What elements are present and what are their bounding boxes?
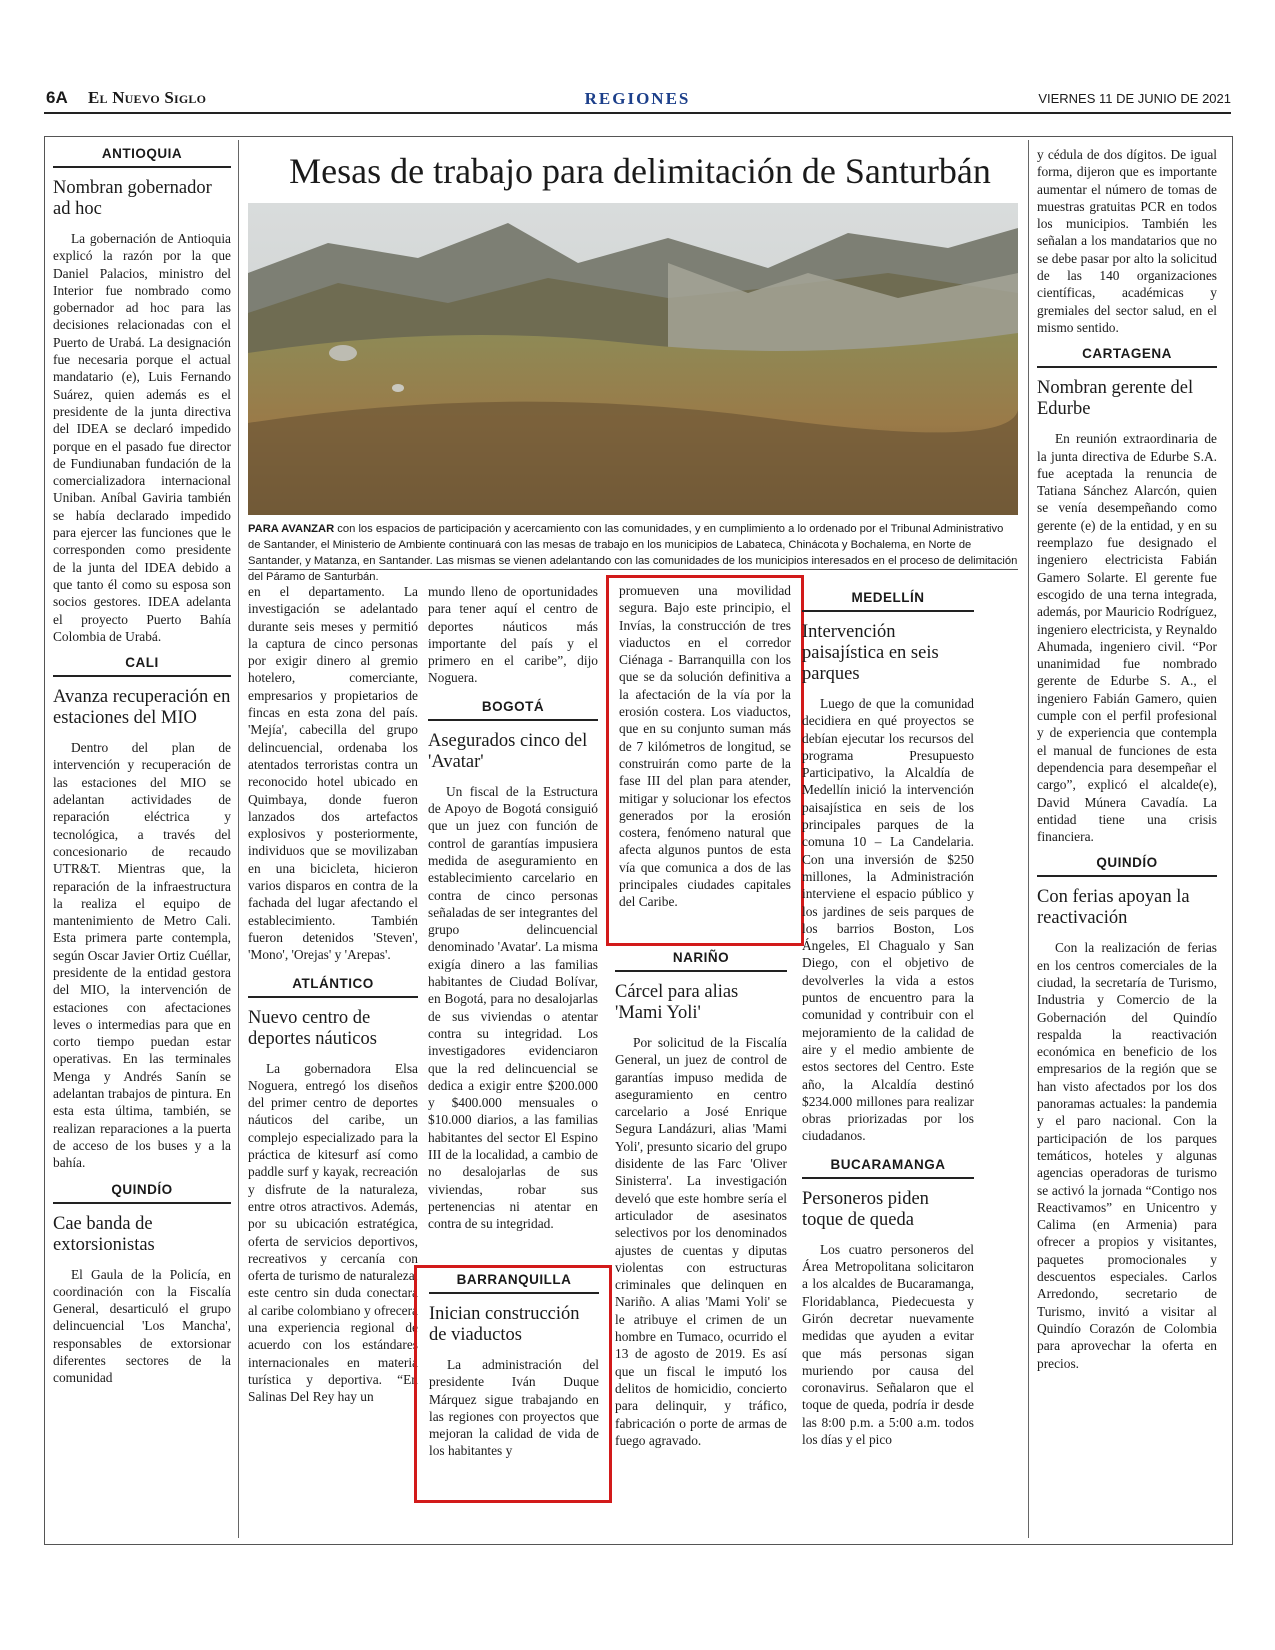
article-body: El Gaula de la Policía, en coordinación con la Fiscalía General, desarticuló el grupo delincuencial 'Los Mancha', responsables de extorsionar diferentes sectores de la comunidad [53,1266,231,1386]
article-continuation [1037,146,1217,336]
caption-lead: PARA AVANZAR [248,523,335,535]
headline-cali: Avanza recuperación en estaciones del MIO [53,687,231,729]
headline-narino: Cárcel para alias 'Mami Yoli' [615,982,739,1023]
section-label-cali: CALI [53,655,231,677]
column-4 [615,950,787,1449]
column-rule [1028,140,1029,1538]
article-body: La gobernación de Antioquia explicó la razón por la que Daniel Palacios, ministro del Interior fue nombrado como gobernador ad hoc para las decisiones relacionadas con el Puerto de Urabá. La designación fue necesaria porque el actual mandatario (e), Luis Fernando Suárez, quien además es el presidente de la junta directiva del IDEA se declaró impedido porque en el pasado fue director de Fundiunaban fundación de la comercializadora internacional Uniban. Aníbal Gaviria también se había declarado impedido para ejercer las funciones que le corresponden como presidente de la junta del IDEA debido a que tanto él como su esposa son socios gestores. IDEA adelanta el proyecto Puerto Bahía Colombia de Urabá. [53,231,231,644]
article-continuation [248,583,418,964]
article-body: Por solicitud de la Fiscalía General, un juez de control de garantías impuso medida de aseguramiento en centro carcelario a José Enrique Segura Landázuri, alias 'Mami Yoli', presunto sicario del grupo disidente de las Farc 'Oliver Sinisterra'. La investigación develó que este hombre sería el articulador de asesinatos selectivos por los denominados ajustes de cuentas y diputas violentas con estructuras criminales que delinquen en Nariño. A alias 'Mami Yoli' se le atribuye el crimen de un hombre en Tumaco, ocurrido el 13 de agosto de 2019. Es así que un fiscal le imputó los delitos de homicidio, concierto para delinquir, y tráfico, fabricación o porte de armas de fuego agravado. [615,1035,787,1448]
section-label-atlantico: ATLÁNTICO [248,976,418,998]
article-body: mundo lleno de oportunidades para tener aquí el centro de deportes náuticos más importante del país y el primero en el caribe”, dijo Noguera. [428,584,598,686]
article-antioquia [53,230,231,645]
section-label-medellin: MEDELLÍN [802,590,974,612]
article-narino [615,1034,787,1449]
highlight-box-continuation [606,575,804,946]
article-body: En reunión extraordinaria de la junta directiva de Edurbe S.A. fue aceptada la renuncia de Tatiana Sánchez Alarcón, quien se venía desempeñando como gerente (e) de la entidad, y en su reemplazo fue designado el ingeniero electricista Fabián Gamero Solarte. El gerente fue escogido de una terna integrada, además, por Mauricio Rodríguez, ingeniero electricista, y Reynaldo Ahumada, ingeniero civil. “Por unanimidad fue nombrado gerente de Edurbe S. A., el ingeniero Fabián Gamero, quien cumple con el perfil profesional y de experiencia que contempla el manual de funciones de esta dependencia para desempeñar el cargo”, explicó el alcalde(e), David Múnera Cavadía. La entidad tiene una crisis financiera. [1037,431,1217,845]
newspaper-name: El Nuevo Siglo [88,88,207,107]
column-3 [428,583,598,1233]
article-cali [53,739,231,1171]
article-body: promueven una movilidad segura. Bajo este principio, el Invías, la construcción de tres viaductos en el corredor Ciénaga - Barranquilla con los que se da solución definitiva a la afectación de la vía por la erosión costera. Los viaductos, que en su conjunto suman más de 7 kilómetros de longitud, se construirán como parte de la fase III del plan para atender, mitigar y solucionar los efectos generados por la erosión costera, fenómeno natural que afecta algunos puntos de esta vía que comunica a dos de las principales ciudades capitales del Caribe. [619,583,791,910]
article-bucaramanga [802,1241,974,1449]
barranquilla-article [429,1272,599,1460]
headline-bucaramanga: Personeros piden toque de queda [802,1188,929,1230]
article-quindio-2 [1037,939,1217,1371]
article-body: Un fiscal de la Estructura de Apoyo de Bogotá consiguió que un juez con función de control de garantías impusiera medida de aseguramiento en establecimiento carcelario en contra de cinco personas señaladas de ser integrantes del grupo delincuencial denominado 'Avatar'. La misma exigía dinero a las familias habitantes de Ciudad Bolívar, en Bogotá, para no desalojarlas de sus viviendas o atentar contra su integridad. Los investigadores evidenciaron que la red delincuencial se dedica a exigir entre $200.000 y $400.000 mensuales o $10.000 diarios, a las familias habitantes del sector El Espino III de la localidad, a cambio de no desalojarlas de sus viviendas, robar sus pertenencias ni atentar en contra de su integridad. [428,783,598,1232]
article-medellin [802,695,974,1145]
article-bogota [428,783,598,1233]
highlight-box-barranquilla [414,1265,612,1503]
column-2 [248,583,418,1405]
section-label-cartagena: CARTAGENA [1037,346,1217,368]
headline-atlantico: Nuevo centro de deportes náuticos [248,1007,377,1049]
section-label-antioquia: ANTIOQUIA [53,146,231,168]
issue-date: VIERNES 11 DE JUNIO DE 2021 [1038,91,1231,106]
article-atlantico [248,1060,418,1406]
article-body: Luego de que la comunidad decidiera en qué proyectos se debían ejecutar los recursos del programa Presupuesto Participativo, la Alcaldía de Medellín inició la intervención paisajística en seis de los principales parques de la comuna 10 – La Candelaria. Con una inversión de $250 millones, la Administración interviene el espacio público y los jardines de seis parques de los barrios Boston, Los Ángeles, El Chagualo y San Diego, con el objetivo de devolverles la vida a estos puntos de encuentro para la comunidad y contribuir con el mejoramiento de la calidad de aire y el medio ambiente de estos sectores del Centro. Este año, la Alcaldía destinó $234.000 millones para realizar obras priorizadas por los ciudadanos. [802,696,974,1144]
article-body: y cédula de dos dígitos. De igual forma, dijeron que es importante aumentar el número de tomas de muestras gratuitas PCR en todos los municipios. También les señalan a los mandatarios que no se debe pasar por alto la solicitud de las 140 organizaciones científicas, académicas y gremiales del sector salud, en el mismo sentido. [1037,147,1217,335]
headline-barranquilla: Inician construcción de viaductos [429,1304,580,1345]
article-body: Dentro del plan de intervención y recuperación de las estaciones del MIO se adelantan actividades de reparación eléctrica y tecnológica, a través del concesionario de recaudo UTR&T. Mientras que, la reparación de la infraestructura la realiza el equipo de mantenimiento de Metro Cali. Esta primera parte contempla, según Oscar Javier Ortiz Cuéllar, presidente de la entidad gestora del MIO, la intervención de estaciones con afectaciones leves o intermedias para que en corto tiempo puedan estar operativas. En las terminales Menga y Andrés Sanín se adelantan trabajos de pintura. En esta esta última, también, se realizan reparaciones a la puerta de acceso de los buses y a la bahía. [53,740,231,1171]
column-6 [1037,146,1217,1372]
column-5 [802,590,974,1448]
headline-quindio: Cae banda de extorsionistas [53,1213,155,1255]
article-body: La gobernadora Elsa Noguera, entregó los diseños del primer centro de deportes náuticos del caribe, un complejo especializado para la práctica de kitesurf así como paddle surf y kayak, recreación y disfrute de la naturaleza, entre otros atractivos. Además, por su ubicación estratégica, oferta de servicios deportivos, recreativos y cercanía con oferta de turismo de naturaleza, este centro sin duda conectará al caribe colombiano y ofrecerá una experiencia regional de acuerdo con los estándares internacionales en materia turística y deportiva. “En Salinas Del Rey hay un [248,1060,418,1405]
article-body: en el departamento. La investigación se adelantado durante seis meses y permitió la captura de cinco personas por exigir dinero al gremio hotelero, comerciante, empresarios y propietarios de fincas en esta zona del país. 'Mejía', cabecilla del grupo delincuencial, ordenaba los atentados terroristas contra un reconocido hotel ubicado en Quimbaya, donde fueron lanzados dos artefactos explosivos y posteriormente, individuos que se movilizaban en una bicicleta, hicieron varios disparos en contra de la fachada del lugar afectando el establecimiento. También fueron detenidos 'Steven', 'Mono', 'Orejas' y 'Arepas'. [248,584,418,963]
article-body: Con la realización de ferias en los centros comerciales de la ciudad, la secretaría de Turismo, Industria y Comercio de la Gobernación del Quindío respalda la reactivación económica en beneficio de los empresarios de la región que se han visto afectados por los dos panoramas actuales: la pandemia y el paro nacional. Con la participación de los parques temáticos, hoteles y algunas agencias operadoras de turismo se activó la jornada “Contigo nos Reactivamos” en Unicentro y Calima (en Armenia) para ofrecer a propios y visitantes, paquetes promocionales y descuentos especiales. Carlos Arredondo, secretario de Turismo, invitó a visitar al Quindío Corazón de Colombia para aprovechar la oferta en precios. [1037,940,1217,1371]
headline-antioquia: Nombran gobernador ad hoc [53,178,212,219]
headline-quindio-2: Con ferias apoyan la reactivación [1037,887,1190,929]
page-number: 6A [46,88,68,107]
article-cartagena [1037,430,1217,845]
article-barranquilla [429,1356,599,1460]
feature-title: Mesas de trabajo para delimitación de Santurbán [289,151,991,191]
section-label-bogota: BOGOTÁ [428,699,598,721]
caption-text: con los espacios de participación y acercamiento con las comunidades, y en cumplimiento a lo ordenado por el Tribunal Administrativo de Santander, el Ministerio de Ambiente continuará con las mesas de trabajo en los municipios de Labateca, Chinácota y Bochalema, en Norte de Santander, y Matanza, en Santander. Las mismas se vienen adelantando con las comunidades de los municipios interesados en el proceso de delimitación del Páramo de Santurbán. [248,523,1018,583]
section-label-barranquilla: BARRANQUILLA [429,1272,599,1294]
header-rule [44,112,1231,114]
feature-rule [248,569,1018,570]
section-label-bucaramanga: BUCARAMANGA [802,1157,974,1179]
section-label-quindio-2: QUINDÍO [1037,855,1217,877]
headline-bogota: Asegurados cinco del 'Avatar' [428,730,588,772]
headline-medellin: Intervención paisajística en seis parques [802,622,939,684]
article-body: Los cuatro personeros del Área Metropolitana solicitaron a los alcaldes de Bucaramanga, Floridablanca, Piedecuesta y Girón decretar nuevamente medidas que ayuden a evitar que más personas sigan muriendo por causa del coronavirus. Señalaron que el toque de queda, podría ir desde las 8:00 p.m. a 5:00 a.m. todos los días y el pico [802,1241,974,1447]
feature-photo [248,203,1018,515]
column-1 [53,146,231,1387]
section-label-narino: NARIÑO [615,950,787,972]
section-label-quindio: QUINDÍO [53,1182,231,1204]
article-body: La administración del presidente Iván Duque Márquez sigue trabajando en las regiones con proyectos que mejoran la calidad de vida de los habitantes y [429,1357,599,1459]
headline-cartagena: Nombran gerente del Edurbe [1037,378,1194,420]
column-rule [238,140,239,1538]
article-continuation [619,582,791,911]
article-continuation [428,583,598,687]
section-name: REGIONES [584,89,691,108]
article-quindio [53,1266,231,1387]
